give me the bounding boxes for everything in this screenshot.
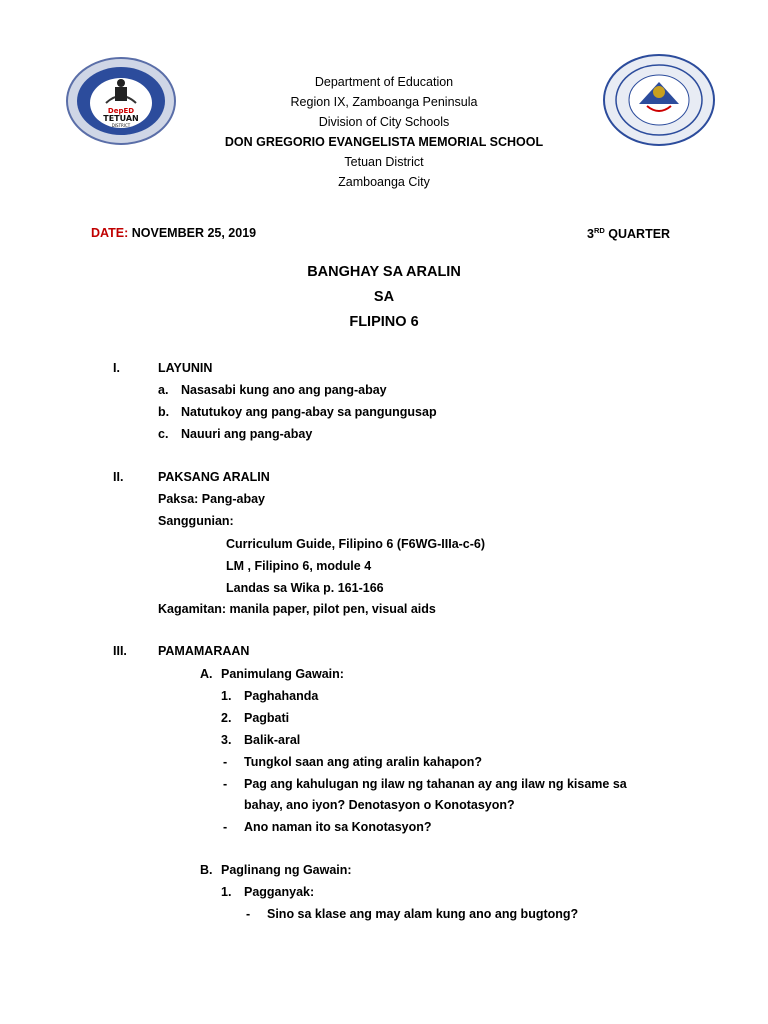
header-line-district: Tetuan District (344, 155, 424, 169)
lesson-title (0, 260, 768, 335)
title-line-2: SA (373, 289, 395, 305)
subsection-a-marker: A. (200, 667, 213, 681)
header-line-department: Department of Education (314, 75, 454, 89)
date-line (91, 226, 256, 240)
step-1-text: Paghahanda (244, 689, 319, 703)
header-line-city: Zamboanga City (338, 175, 430, 189)
svg-text:DISTRICT: DISTRICT (111, 123, 131, 128)
question-2-text: Pag ang kahulugan ng ilaw ng tahanan ay ang ilaw ng kisame sa (244, 777, 627, 791)
section-2-numeral: II. (113, 470, 124, 484)
header-line-region: Region IX, Zamboanga Peninsula (290, 95, 478, 109)
section-3-numeral: III. (113, 644, 127, 658)
quarter-ordinal: 3 (587, 227, 594, 241)
section-1-numeral: I. (113, 361, 120, 375)
quarter-line (587, 226, 670, 241)
topic-line: Paksa: Pang-abay (158, 492, 265, 506)
step-1-marker: 1. (221, 689, 232, 703)
step-3-marker: 3. (221, 733, 232, 747)
objective-c-text: Nauuri ang pang-abay (181, 427, 313, 441)
references-label: Sanggunian: (158, 514, 234, 528)
date-label: DATE: (91, 226, 129, 240)
reference-1: Curriculum Guide, Filipino 6 (F6WG-IIIa-c-6) (226, 537, 486, 551)
question-b1-dash: - (246, 907, 251, 921)
question-3-dash: - (223, 820, 228, 834)
section-1-heading: LAYUNIN (158, 361, 213, 375)
title-line-3: FLIPINO 6 (349, 314, 419, 330)
step-3-text: Balik-aral (244, 733, 301, 747)
header-line-division: Division of City Schools (318, 115, 450, 129)
question-2-dash: - (223, 777, 228, 791)
question-3-text: Ano naman ito sa Konotasyon? (244, 820, 432, 834)
objective-a-text: Nasasabi kung ano ang pang-abay (181, 383, 387, 397)
date-value: NOVEMBER 25, 2019 (131, 226, 257, 240)
objective-b-text: Natutukoy ang pang-abay sa pangungusap (181, 405, 437, 419)
section-2-heading: PAKSANG ARALIN (158, 470, 270, 484)
quarter-label: QUARTER (608, 227, 671, 241)
reference-3: Landas sa Wika p. 161-166 (226, 581, 384, 595)
step-2-marker: 2. (221, 711, 232, 725)
objective-c-marker: c. (158, 427, 169, 441)
section-3-heading: PAMAMARAAN (158, 644, 250, 658)
subsection-b-marker: B. (200, 863, 213, 877)
question-1-dash: - (223, 755, 228, 769)
objective-b-marker: b. (158, 405, 170, 419)
svg-text:TETUAN: TETUAN (103, 114, 139, 123)
subsection-a-text: Panimulang Gawain: (221, 667, 344, 681)
header-line-school: DON GREGORIO EVANGELISTA MEMORIAL SCHOOL (224, 135, 544, 149)
title-line-1: BANGHAY SA ARALIN (307, 264, 461, 280)
step-b1-marker: 1. (221, 885, 232, 899)
letterhead (0, 72, 768, 192)
reference-2: LM , Filipino 6, module 4 (226, 559, 372, 573)
materials-line: Kagamitan: manila paper, pilot pen, visual aids (158, 602, 436, 616)
question-2-continuation: bahay, ano iyon? Denotasyon o Konotasyon? (244, 798, 515, 812)
question-b1-text: Sino sa klase ang may alam kung ano ang bugtong? (267, 907, 579, 921)
step-b1-text: Pagganyak: (244, 885, 315, 899)
subsection-b-text: Paglinang ng Gawain: (221, 863, 352, 877)
quarter-suffix: RD (593, 226, 605, 235)
question-1-text: Tungkol saan ang ating aralin kahapon? (244, 755, 482, 769)
objective-a-marker: a. (158, 383, 169, 397)
svg-text:DepED: DepED (107, 107, 135, 115)
step-2-text: Pagbati (244, 711, 290, 725)
